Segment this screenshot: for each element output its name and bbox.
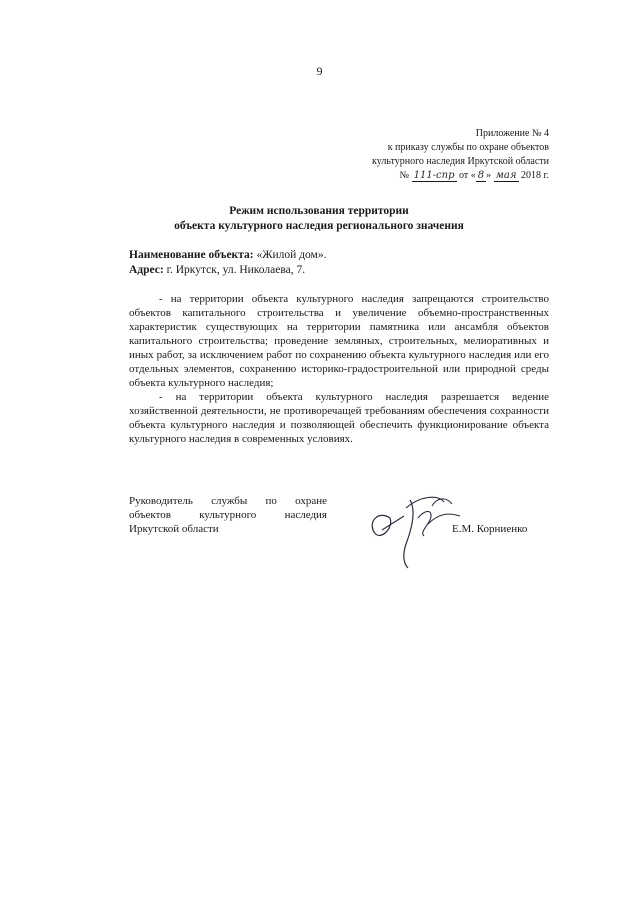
object-name-row: [129, 248, 549, 263]
appendix-title: Приложение № 4: [475, 128, 549, 139]
appendix-authority: культурного наследия Иркутской области: [372, 156, 549, 167]
object-address-value: г. Иркутск, ул. Николаева, 7.: [163, 264, 306, 276]
title-line-2: объекта культурного наследия регионального значения: [174, 220, 464, 232]
regime-text: [129, 292, 549, 446]
signatory-position: [129, 494, 327, 536]
paragraph-permissions: - на территории объекта культурного наследия разрешается ведение хозяйственной деятельности, не противоречащей требованиям обеспечения сохранности объекта культурного наследия и позволяющей обеспечить функционирование объекта культурного наследия в современных условиях.: [129, 391, 549, 445]
position-line-2: объектов культурного наследия: [129, 509, 327, 521]
appendix-header: [269, 127, 549, 183]
page-number: 9: [316, 64, 323, 78]
appendix-number-date: [269, 169, 549, 183]
title-line-1: Режим использования территории: [229, 205, 409, 217]
object-name-label: Наименование объекта:: [129, 249, 254, 261]
document-title: [129, 204, 509, 234]
position-line-3: Иркутской области: [129, 523, 219, 535]
number-prefix: №: [399, 170, 410, 181]
from-word: от «: [459, 170, 476, 181]
appendix-order-ref: к приказу службы по охране объектов: [387, 142, 549, 153]
signatory-name: Е.М. Корниенко: [452, 523, 528, 535]
position-line-1: Руководитель службы по охране: [129, 495, 327, 507]
year: 2018 г.: [521, 170, 549, 181]
handwritten-day: 8: [477, 170, 485, 181]
paragraph-prohibitions: - на территории объекта культурного наследия запрещаются строительство объектов капитального строительства и увеличение объемно-пространственных характеристик существующих на территории памятника или ансамбля объектов капитального строительства; проведение земляных, строительных, мелиоративных и иных работ, за исключением работ по сохранению объекта культурного наследия или его отдельных элементов, сохранению историко-градостроительной или природной среды объекта культурного наследия;: [129, 293, 549, 389]
object-name-value: «Жилой дом».: [253, 249, 327, 261]
object-address-label: Адрес:: [129, 264, 164, 276]
object-address-row: [129, 263, 549, 278]
object-info: [129, 248, 549, 278]
day-close: »: [486, 170, 492, 181]
handwritten-order-number: 111-спр: [413, 170, 455, 181]
handwritten-month: мая: [495, 170, 517, 181]
